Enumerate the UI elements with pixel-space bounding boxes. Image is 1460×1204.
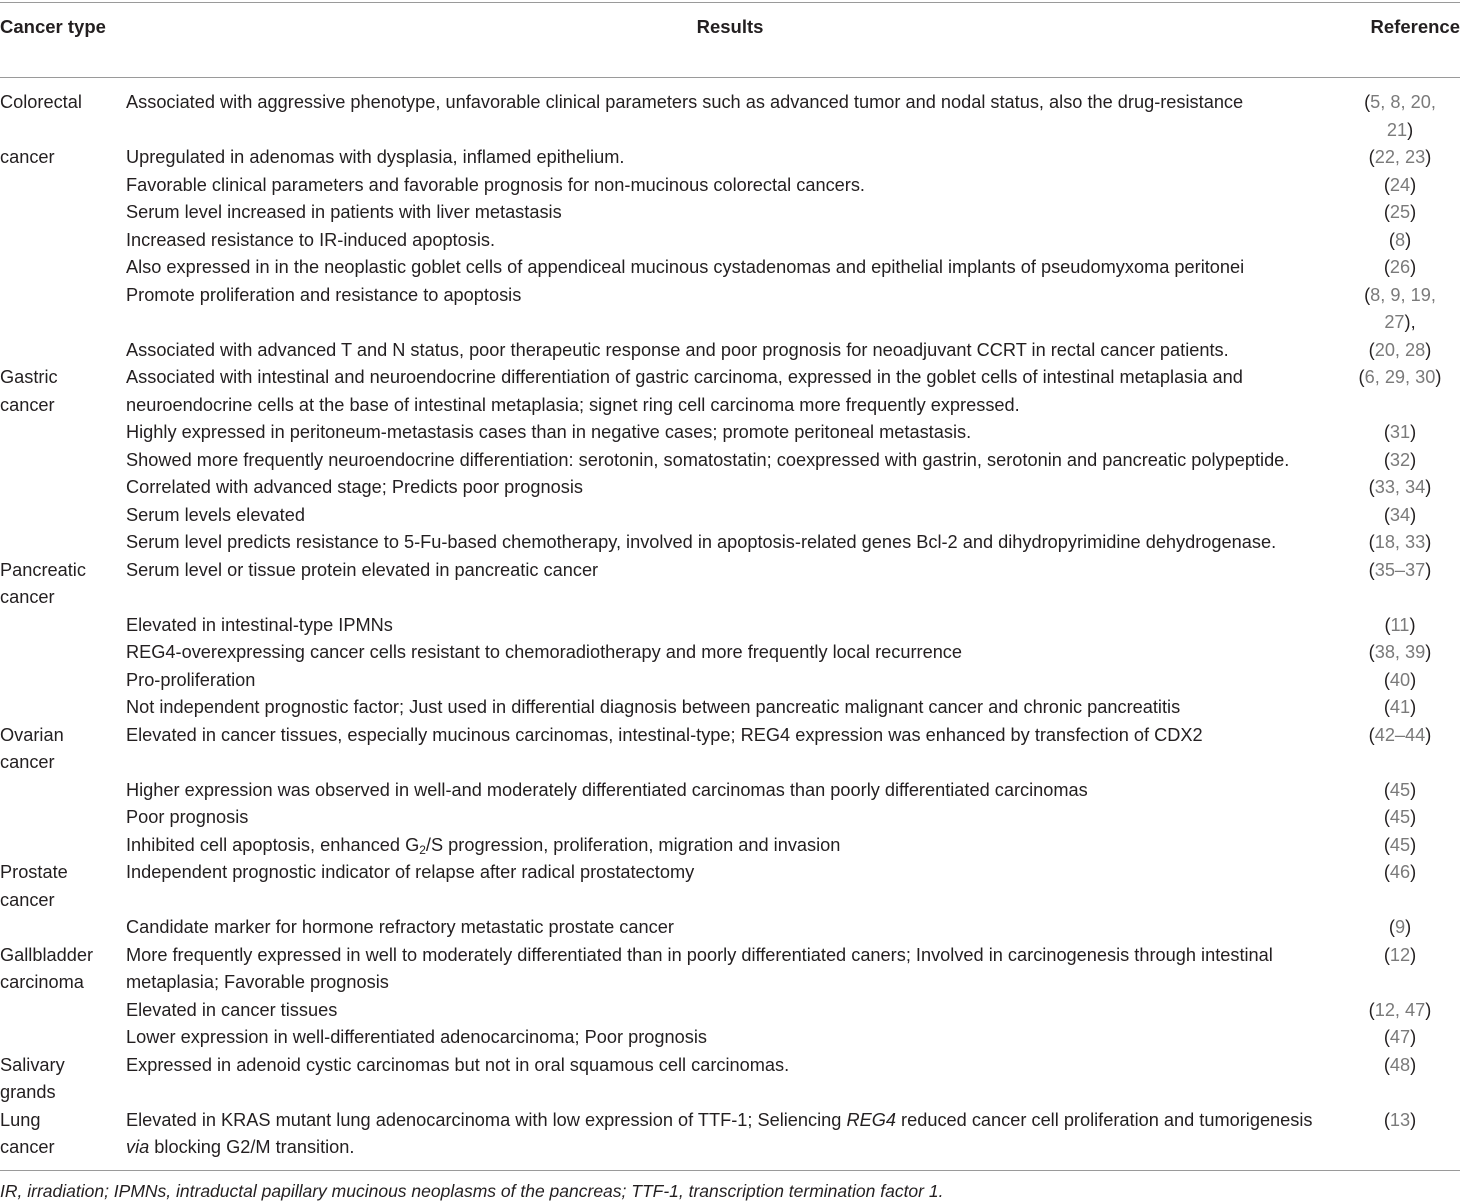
cancer-type-cell: cancer bbox=[0, 147, 55, 167]
reference-cell: (38, 39) bbox=[1368, 642, 1432, 662]
result-cell: Upregulated in adenomas with dysplasia, inflamed epithelium. bbox=[126, 147, 625, 167]
result-cell: Poor prognosis bbox=[126, 807, 249, 827]
table-row bbox=[0, 997, 1460, 1025]
table-row bbox=[0, 419, 1460, 447]
table-row bbox=[0, 502, 1460, 530]
cancer-type-cell: Ovarian cancer bbox=[0, 724, 64, 772]
table-row bbox=[0, 1052, 1460, 1107]
result-cell: Highly expressed in peritoneum-metastasis cases than in negative cases; promote peritoneal metastasis. bbox=[126, 422, 972, 442]
reference-cell: (47) bbox=[1383, 1027, 1417, 1047]
reference-cell: (32) bbox=[1383, 449, 1417, 470]
reference-cell: (46) bbox=[1383, 862, 1417, 882]
table-row bbox=[0, 282, 1460, 337]
result-cell: Lower expression in well-differentiated adenocarcinoma; Poor prognosis bbox=[126, 1027, 707, 1047]
result-cell: Candidate marker for hormone refractory metastatic prostate cancer bbox=[126, 917, 674, 937]
cancer-type-cell: Salivary grands bbox=[0, 1054, 65, 1102]
cancer-type-cell: Pancreatic cancer bbox=[0, 559, 86, 607]
reference-cell: (45) bbox=[1383, 779, 1417, 800]
reference-cell: (24) bbox=[1383, 174, 1417, 195]
table-row bbox=[0, 557, 1460, 612]
result-cell: Associated with advanced T and N status, poor therapeutic response and poor prognosis for neoadjuvant CCRT in rectal cancer patients. bbox=[126, 339, 1229, 360]
table-row bbox=[0, 694, 1460, 722]
header-cancer-type: Cancer type bbox=[0, 16, 106, 37]
result-cell: REG4-overexpressing cancer cells resistant to chemoradiotherapy and more frequently local recurrence bbox=[126, 642, 963, 662]
table-body bbox=[0, 89, 1460, 1162]
reference-cell: (34) bbox=[1383, 504, 1417, 525]
reference-cell: (41) bbox=[1383, 697, 1417, 717]
table-row bbox=[0, 364, 1460, 419]
result-cell: Favorable clinical parameters and favorable prognosis for non-mucinous colorectal cancers. bbox=[126, 174, 865, 195]
header-rule bbox=[0, 77, 1460, 78]
table-row bbox=[0, 447, 1460, 475]
result-cell: Associated with aggressive phenotype, unfavorable clinical parameters such as advanced tumor and nodal status, also the drug-resistance bbox=[126, 92, 1244, 112]
result-cell: Expressed in adenoid cystic carcinomas but not in oral squamous cell carcinomas. bbox=[126, 1054, 790, 1075]
result-cell: Correlated with advanced stage; Predicts poor prognosis bbox=[126, 477, 583, 497]
table-row bbox=[0, 199, 1460, 227]
reference-cell: (48) bbox=[1383, 1054, 1417, 1075]
cancer-type-cell: Gastric cancer bbox=[0, 367, 58, 415]
reference-cell: (6, 29, 30) bbox=[1358, 367, 1442, 387]
table-row bbox=[0, 1024, 1460, 1052]
table-row bbox=[0, 172, 1460, 200]
reference-cell: (8, 9, 19, 27), bbox=[1364, 284, 1436, 332]
cancer-type-cell: Colorectal bbox=[0, 92, 82, 112]
table-row bbox=[0, 942, 1460, 997]
reference-cell: (33, 34) bbox=[1368, 477, 1432, 497]
result-cell: Serum levels elevated bbox=[126, 504, 305, 525]
reference-cell: (20, 28) bbox=[1368, 339, 1432, 360]
reference-cell: (40) bbox=[1383, 669, 1417, 690]
cancer-type-cell: Lung cancer bbox=[0, 1109, 55, 1157]
table-row bbox=[0, 474, 1460, 502]
reference-cell: (12) bbox=[1383, 944, 1417, 965]
result-cell: Showed more frequently neuroendocrine differentiation: serotonin, somatostatin; coexpressed with gastrin, serotonin and pancreatic polypeptide. bbox=[126, 449, 1290, 470]
reference-cell: (12, 47) bbox=[1368, 999, 1432, 1020]
result-cell: Serum level or tissue protein elevated in pancreatic cancer bbox=[126, 559, 599, 580]
table-row bbox=[0, 914, 1460, 942]
table-row bbox=[0, 1107, 1460, 1162]
result-cell: Higher expression was observed in well-and moderately differentiated carcinomas than poorly differentiated carcinomas bbox=[126, 779, 1088, 800]
reference-cell: (11) bbox=[1384, 614, 1416, 635]
reference-cell: (8) bbox=[1388, 229, 1412, 250]
table-row bbox=[0, 612, 1460, 640]
header-results: Results bbox=[696, 16, 764, 37]
result-cell: Elevated in KRAS mutant lung adenocarcinoma with low expression of TTF-1; Seliencing REG4 reduced cancer cell proliferation and tumorigenesis via blocking G2/M transition. bbox=[126, 1109, 1313, 1157]
reference-cell: (5, 8, 20, 21) bbox=[1364, 92, 1436, 140]
cancer-type-cell: Gallbladder carcinoma bbox=[0, 944, 94, 992]
result-cell: Pro-proliferation bbox=[126, 669, 256, 690]
result-cell: Also expressed in in the neoplastic goblet cells of appendiceal mucinous cystadenomas and epithelial implants of pseudomyxoma peritonei bbox=[126, 257, 1245, 277]
result-cell: Elevated in intestinal-type IPMNs bbox=[126, 614, 393, 635]
header-reference: Reference bbox=[1370, 16, 1460, 37]
result-cell: Promote proliferation and resistance to apoptosis bbox=[126, 284, 522, 305]
result-cell: Elevated in cancer tissues, especially mucinous carcinomas, intestinal-type; REG4 expression was enhanced by transfection of CDX2 bbox=[126, 724, 1203, 745]
table-row bbox=[0, 859, 1460, 914]
table-row bbox=[0, 89, 1460, 144]
reference-cell: (22, 23) bbox=[1368, 147, 1432, 167]
table-bottom-rule bbox=[0, 1170, 1460, 1171]
cancer-type-cell: Prostate cancer bbox=[0, 862, 68, 910]
reference-cell: (45) bbox=[1383, 807, 1417, 827]
result-cell: Not independent prognostic factor; Just used in differential diagnosis between pancreatic malignant cancer and chronic pancreatitis bbox=[126, 697, 1181, 717]
reference-cell: (35–37) bbox=[1368, 559, 1432, 580]
result-cell: Independent prognostic indicator of relapse after radical prostatectomy bbox=[126, 862, 695, 882]
table-row bbox=[0, 529, 1460, 557]
reference-cell: (45) bbox=[1383, 834, 1417, 855]
result-cell: More frequently expressed in well to moderately differentiated than in poorly differentiated caners; Involved in carcinogenesis through intestinal metaplasia; Favorable prognosis bbox=[126, 944, 1273, 992]
table-top-rule bbox=[0, 2, 1460, 3]
table-row bbox=[0, 832, 1460, 860]
result-cell: Elevated in cancer tissues bbox=[126, 999, 338, 1020]
result-cell: Serum level predicts resistance to 5-Fu-based chemotherapy, involved in apoptosis-related genes Bcl-2 and dihydropyrimidine dehydrogenase. bbox=[126, 532, 1277, 552]
reference-cell: (25) bbox=[1383, 202, 1417, 222]
table-row bbox=[0, 722, 1460, 777]
result-cell: Increased resistance to IR-induced apoptosis. bbox=[126, 229, 496, 250]
table-row bbox=[0, 804, 1460, 832]
result-cell: Inhibited cell apoptosis, enhanced $G_2/S$ progression, proliferation, migration and invasion bbox=[126, 834, 841, 857]
table-row bbox=[0, 667, 1460, 695]
table-row bbox=[0, 337, 1460, 365]
table-row bbox=[0, 777, 1460, 805]
result-cell: Associated with intestinal and neuroendocrine differentiation of gastric carcinoma, expressed in the goblet cells of intestinal metaplasia and neuroendocrine cells at the base of intestinal metaplasia; signet ring cell carcinoma more frequently expressed. bbox=[126, 367, 1243, 415]
result-cell: Serum level increased in patients with liver metastasis bbox=[126, 202, 562, 222]
reference-cell: (31) bbox=[1383, 422, 1417, 442]
table-row bbox=[0, 639, 1460, 667]
table-row bbox=[0, 227, 1460, 255]
reference-cell: (9) bbox=[1388, 917, 1412, 937]
reference-cell: (18, 33) bbox=[1368, 532, 1432, 552]
reference-cell: (26) bbox=[1383, 257, 1417, 277]
table-row bbox=[0, 144, 1460, 172]
reference-cell: (42–44) bbox=[1368, 724, 1432, 745]
reference-cell: (13) bbox=[1383, 1109, 1417, 1130]
table-footnote: IR, irradiation; IPMNs, intraductal papillary mucinous neoplasms of the pancreas; TTF-1, transcription termination factor 1. bbox=[0, 1181, 944, 1201]
table-row bbox=[0, 254, 1460, 282]
